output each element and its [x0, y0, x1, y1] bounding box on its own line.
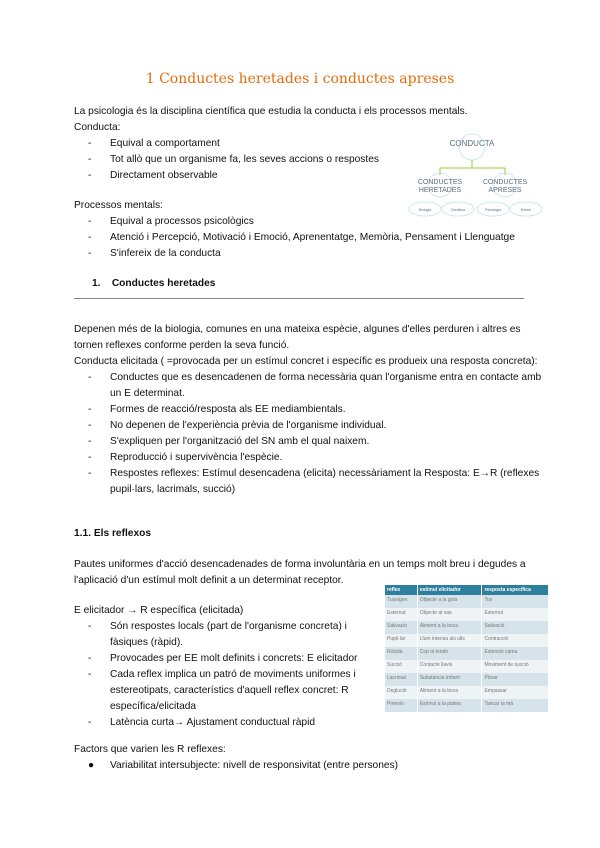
- table-cell: Contacte llavis: [417, 660, 482, 673]
- table-cell: Contracció: [482, 634, 549, 647]
- divider: [74, 298, 524, 299]
- diagram-leaf: Psicologia: [485, 208, 501, 212]
- table-cell: Aliment a la boca: [417, 621, 482, 634]
- processos-label: Processos mentals:: [74, 200, 163, 211]
- diagram-leaf: Entorn: [520, 208, 532, 212]
- list-item: - Cada reflex implica un patró de moviments uniformes i estereotipats, característics d'aquell reflex concret: R específica/elicitada: [88, 669, 356, 712]
- intro-text: La psicologia és la disciplina científica que estudia la conducta i els processos mentals.: [74, 106, 468, 117]
- paragraph: Pautes uniformes d'acció desencadenades de forma involuntària en un temps molt breu i degudes a l'aplicació d'un estímul molt definit a un determinat receptor.: [74, 559, 526, 586]
- list-item: - S'expliquen per l'organització del SN amb el qual naixem.: [88, 436, 370, 447]
- reflexos-block: [74, 603, 374, 731]
- table-cell: Plorar: [482, 673, 549, 686]
- table-cell: Llum intensa als ulls: [417, 634, 482, 647]
- table-cell: Salivació: [385, 621, 417, 634]
- table-cell: Salivació: [482, 621, 549, 634]
- diagram-left: CONDUCTES: [417, 179, 463, 186]
- factors-label: Factors que varien les R reflexes:: [74, 744, 226, 755]
- paragraph: Conducta elicitada ( =provocada per un estímul concret i específic es produeix una resposta concreta):: [74, 356, 538, 367]
- list-item: - Respostes reflexes: Estímul desencadena (elicita) necessàriament la Resposta: E→R (reflexes pupil·lars, lacrimals, succió): [88, 468, 540, 495]
- reflex-table: [385, 585, 549, 712]
- page-title: 1 Conductes heretades i conductes apreses: [145, 71, 455, 87]
- list-item: - Tot allò que un organisme fa, les seves accions o respostes: [88, 154, 379, 165]
- paragraph: Depenen més de la biologia, comunes en una mateixa espècie, algunes d'elles perduren i altres es tornen reflexes conforme perden la seva funció.: [74, 324, 521, 351]
- list-item: - Equival a processos psicològics: [88, 216, 254, 227]
- heretades-block: [74, 322, 544, 498]
- list-item: - Atenció i Percepció, Motivació i Emoció, Aprenentatge, Memòria, Pensament i Llenguatge: [88, 232, 515, 243]
- paragraph: E elicitador → R específica (elicitada): [74, 605, 244, 616]
- table-row: [385, 673, 549, 686]
- table-cell: Deglució: [385, 686, 417, 699]
- table-row: [385, 647, 549, 660]
- table-cell: Estímul a la palma: [417, 699, 482, 712]
- list-item: ● Variabilitat intersubjecte: nivell de responsivitat (entre persones): [88, 760, 399, 771]
- table-cell: Succió: [385, 660, 417, 673]
- table-cell: Cop al tendó: [417, 647, 482, 660]
- table-row: [385, 686, 549, 699]
- diagram-right: CONDUCTES: [482, 179, 528, 186]
- table-cell: Tos: [482, 595, 549, 608]
- diagram-root: CONDUCTA: [449, 139, 495, 148]
- list-item: - Provocades per EE molt definits i concrets: E elicitador: [88, 653, 358, 664]
- table-cell: Moviment de succió: [482, 660, 549, 673]
- list-item: - Formes de reacció/resposta als EE mediambientals.: [88, 404, 346, 415]
- table-cell: Aliment a la boca: [417, 686, 482, 699]
- table-row: [385, 699, 549, 712]
- table-cell: Prensió: [385, 699, 417, 712]
- table-header: estímul elicitador: [417, 585, 482, 595]
- table-cell: Esternut: [385, 608, 417, 621]
- list-item: - Directament observable: [88, 170, 218, 181]
- list-item: - Latència curta→ Ajustament conductual ràpid: [88, 717, 316, 728]
- table-cell: Rotulià: [385, 647, 417, 660]
- table-cell: Esternut: [482, 608, 549, 621]
- list-item: - Conductes que es desencadenen de forma necessària quan l'organisme entra en contacte amb un E determinat.: [88, 372, 542, 399]
- table-cell: Tancar la mà: [482, 699, 549, 712]
- table-row: [385, 621, 549, 634]
- table-row: [385, 608, 549, 621]
- table-cell: Lacrimal: [385, 673, 417, 686]
- list-item: - S'infereix de la conducta: [88, 248, 221, 259]
- list-item: - No depenen de l'experiència prèvia de l'organisme individual.: [88, 420, 387, 431]
- table-cell: Objecte a la gola: [417, 595, 482, 608]
- list-item: - Equival a comportament: [88, 138, 220, 149]
- diagram-leaf: Genètica: [450, 208, 466, 212]
- table-row: [385, 634, 549, 647]
- table-cell: Empassar: [482, 686, 549, 699]
- conducta-label: Conducta:: [74, 122, 121, 133]
- svg-text:HERETADES: HERETADES: [418, 187, 462, 194]
- conducta-diagram: [405, 133, 545, 218]
- section-heading-1-1: 1.1. Els reflexos: [74, 528, 152, 539]
- list-item: - Reproducció i supervivència l'espècie.: [88, 452, 283, 463]
- table-header: resposta específica: [482, 585, 549, 595]
- table-cell: Tussígen: [385, 595, 417, 608]
- table-cell: Objecte al nas: [417, 608, 482, 621]
- list-item: - Són respostes locals (part de l'organisme concreta) i fàsiques (ràpid).: [88, 621, 347, 648]
- table-cell: Pupil·lar: [385, 634, 417, 647]
- table-row: [385, 595, 549, 608]
- table-row: [385, 660, 549, 673]
- svg-text:APRESES: APRESES: [488, 187, 522, 194]
- table-cell: Substància irritant: [417, 673, 482, 686]
- diagram-leaf: Biologia: [418, 208, 432, 212]
- table-cell: Extensió cama: [482, 647, 549, 660]
- section-heading-1: 1. Conductes heretades: [92, 278, 216, 289]
- factors-block: [74, 742, 534, 774]
- table-header: reflex: [385, 585, 417, 595]
